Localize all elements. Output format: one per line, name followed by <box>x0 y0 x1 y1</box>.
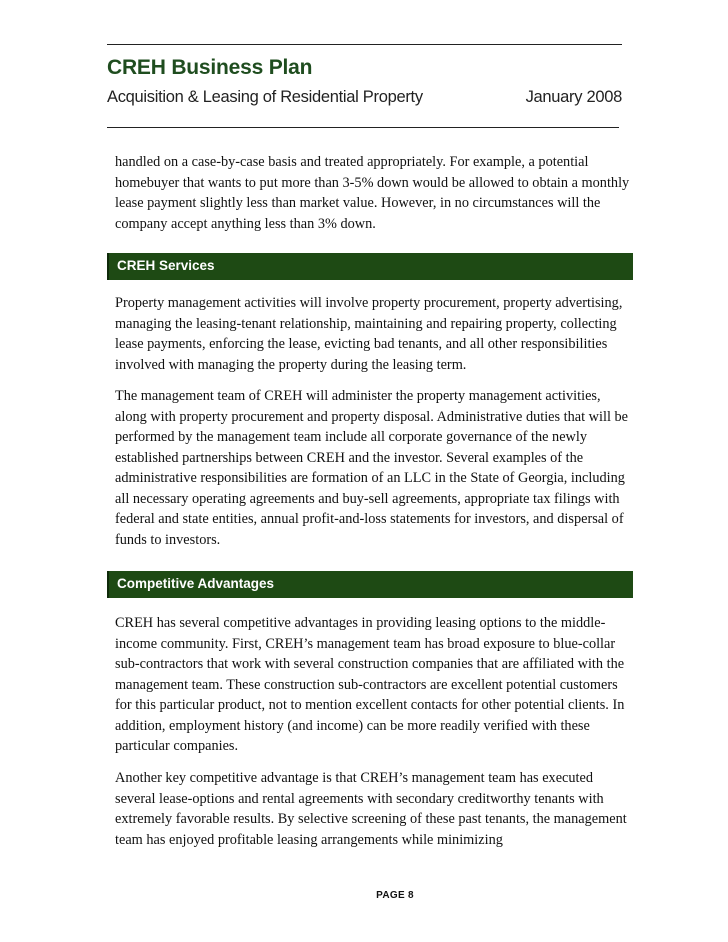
document-subtitle: Acquisition & Leasing of Residential Property <box>107 88 423 106</box>
section-heading-services-label: CREH Services <box>117 258 215 273</box>
advantages-paragraph-1: CREH has several competitive advantages in providing leasing options to the middle-income community. First, CREH’s management team has broad exposure to blue-collar sub-contractors that work with several construction companies that are affiliated with the management team. These construction sub-contractors are excellent potential customers for this particular product, not to mention excellent contacts for other potential clients. In addition, employment history (and income) can be more readily verified with these particular companies. <box>115 615 625 754</box>
advantages-paragraph-2: Another key competitive advantage is that CREH’s management team has executed several lease-options and rental agreements with secondary creditworthy tenants with extremely favorable results. By selective screening of these past tenants, the management team has enjoyed profitable leasing arrangements while minimizing <box>115 770 627 848</box>
header-top-rule <box>107 44 622 45</box>
document-title: CREH Business Plan <box>107 56 313 79</box>
page-footer <box>0 890 728 901</box>
section-heading-competitive-advantages-label: Competitive Advantages <box>117 576 275 591</box>
page-number: PAGE 8 <box>376 890 414 901</box>
services-paragraph-2: The management team of CREH will administer the property management activities, along with property procurement and property disposal. Administrative duties that will be performed by the management team include all corporate governance of the newly established partnerships between CREH and the investor. Several examples of the administrative responsibilities are formation of an LLC in the State of Georgia, including all necessary operating agreements and buy-sell agreements, appropriate tax filings with federal and state entities, annual profit-and-loss statements for investors, and dispersal of funds to investors. <box>115 388 628 548</box>
intro-paragraph: handled on a case-by-case basis and treated appropriately. For example, a potential homebuyer that wants to put more than 3-5% down would be allowed to obtain a monthly lease payment slightly less than market value. However, in no circumstances will the company accept anything less than 3% down. <box>115 154 630 232</box>
document-date: January 2008 <box>525 88 622 106</box>
section-heading-competitive-advantages <box>107 571 633 598</box>
document-subtitle-row <box>107 88 622 107</box>
services-paragraph-1: Property management activities will involve property procurement, property advertising, managing the leasing-tenant relationship, maintaining and repairing property, collecting lease payments, enforcing the lease, evicting bad tenants, and all other responsibilities involved with managing the property during the leasing term. <box>115 295 623 373</box>
section-heading-services <box>107 253 633 280</box>
header-bottom-rule <box>107 127 619 128</box>
